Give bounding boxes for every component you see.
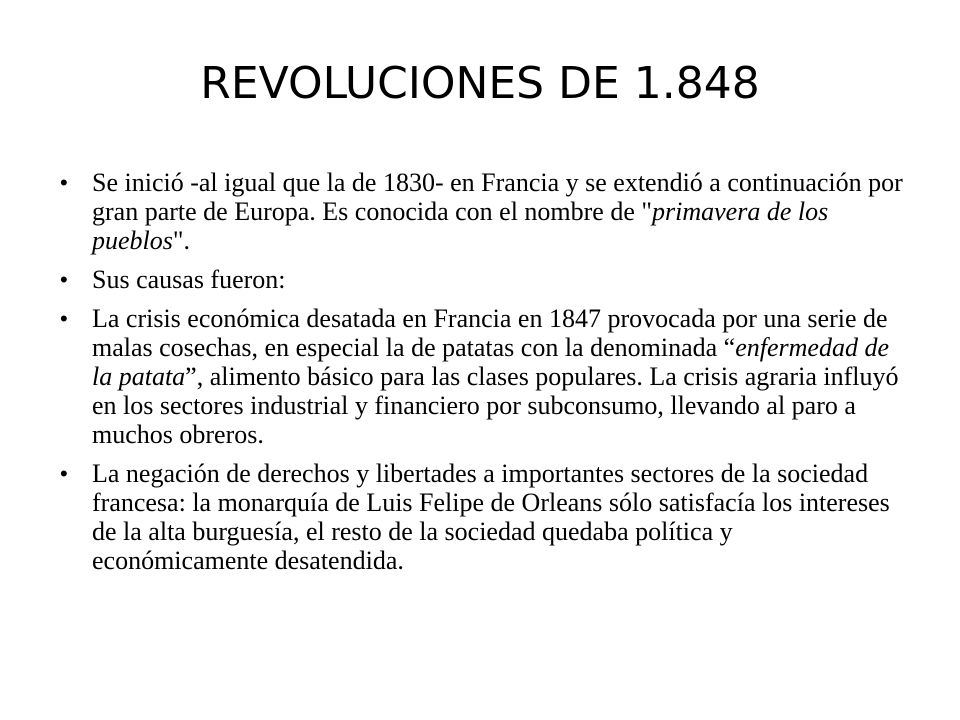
bullet-list [60,168,910,585]
text-segment: Sus causas fueron: [92,265,286,294]
slide-title: REVOLUCIONES DE 1.848 [200,58,760,109]
bullet-dot: • [60,461,68,486]
bullet-text [92,304,910,449]
bullet-text [92,168,910,255]
italic-segment: primavera de los pueblos [92,197,829,255]
bullet-dot: • [60,267,68,292]
bullet-item [60,459,910,575]
bullet-dot: • [60,170,68,195]
bullet-text [92,459,910,575]
bullet-item [60,265,910,294]
text-segment: La negación de derechos y libertades a importantes sectores de la sociedad francesa: la monarquía de Luis Felipe de Orleans sólo satisfacía los intereses de la alta burguesía, el resto de la sociedad quedaba política y económicamente desatendida. [92,459,890,575]
text-segment: ”, alimento básico para las clases populares. La crisis agraria influyó en los sectores industrial y financiero por subconsumo, llevando al paro a muchos obreros. [92,362,899,449]
text-segment: Se inició -al igual que la de 1830- en Francia y se extendió a continuación por gran parte de Europa. Es conocida con el nombre de " [92,168,903,226]
bullet-text [92,265,910,294]
bullet-dot: • [60,306,68,331]
bullet-item [60,168,910,255]
text-segment: La crisis económica desatada en Francia en 1847 provocada por una serie de malas cosechas, en especial la de patatas con la denominada “ [92,304,888,362]
italic-segment: enfermedad de la patata [92,333,889,391]
bullet-item [60,304,910,449]
text-segment: ". [172,226,191,255]
